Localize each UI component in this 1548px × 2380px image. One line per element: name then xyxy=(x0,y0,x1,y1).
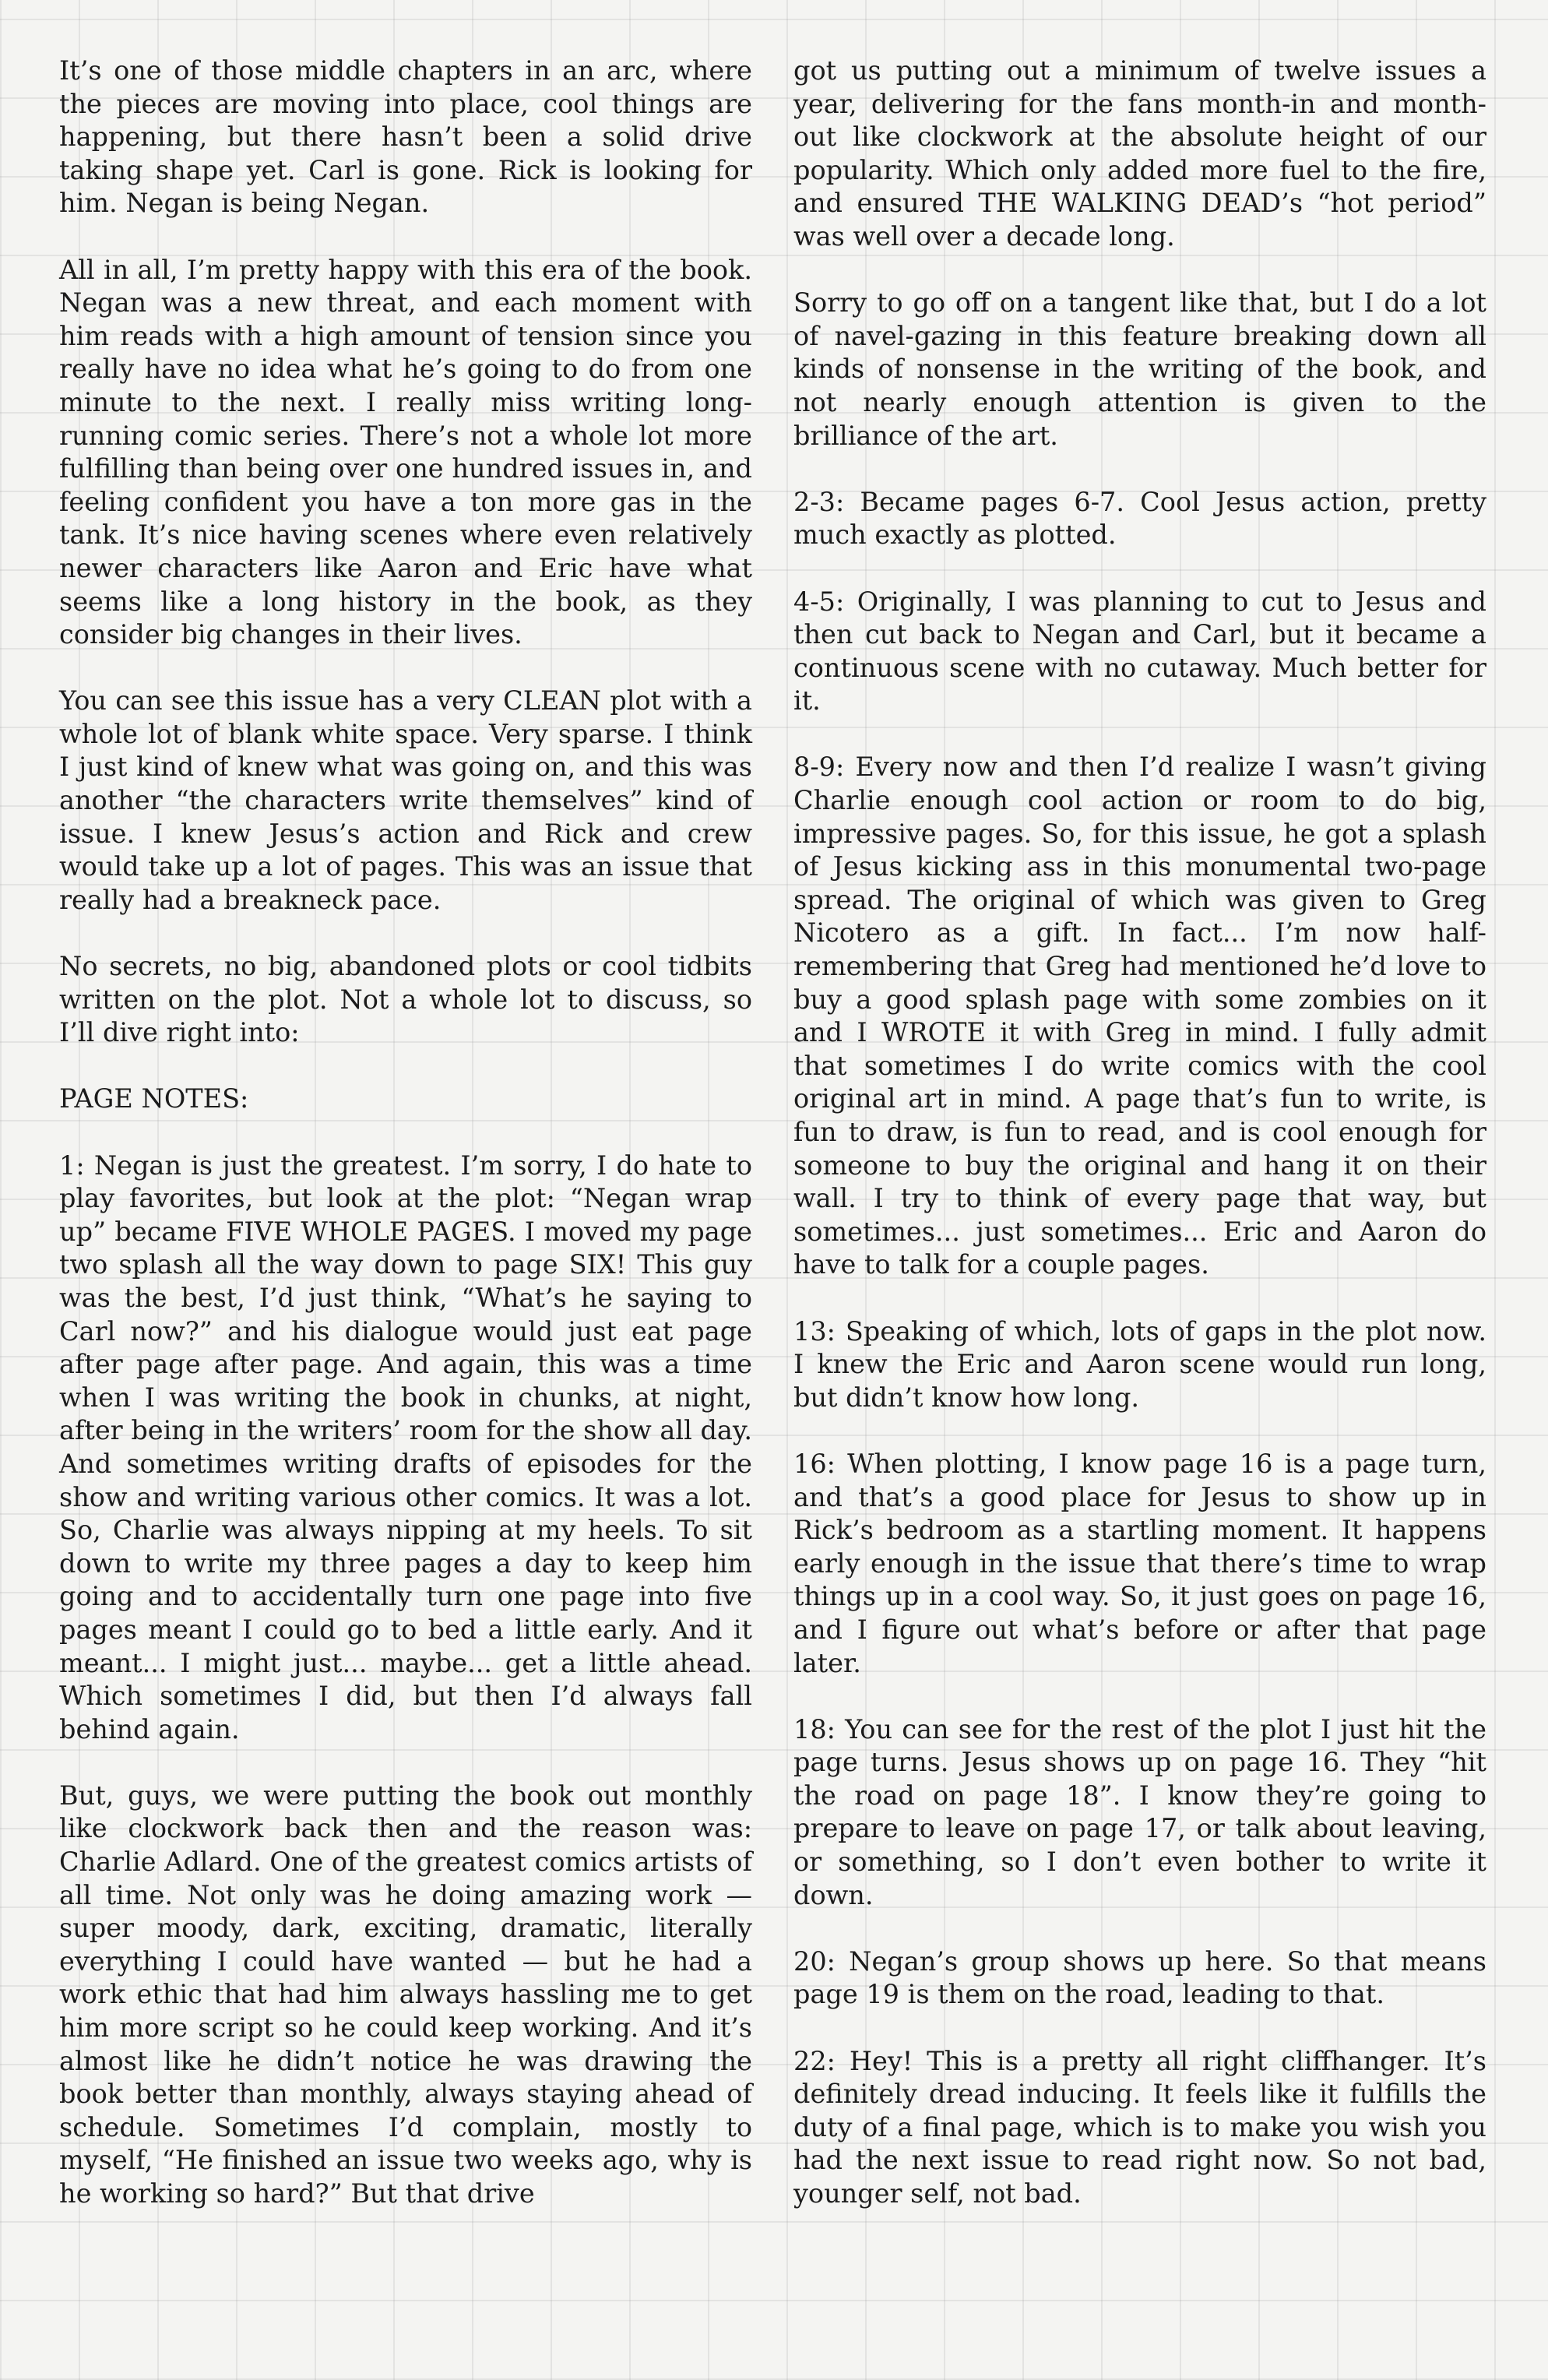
note-page-16: 16: When plotting, I know page 16 is a page turn, and that’s a good place for Jesus to show up in Rick’s bedroom as a startling moment. It happens early enough in the issue that there’s time to wrap things up in a cool way. So, it just goes on page 16, and I figure out what’s before or after that page later. xyxy=(793,1448,1486,1678)
paragraph-intro: It’s one of those middle chapters in an arc, where the pieces are moving into place, cool things are happening, but there hasn’t been a solid drive taking shape yet. Carl is gone. Rick is looking for him. Negan is being Negan. xyxy=(59,55,752,219)
note-page-18: 18: You can see for the rest of the plot I just hit the page turns. Jesus shows up on page 16. They “hit the road on page 18”. I know they’re going to prepare to leave on page 17, or talk about leaving, or something, so I don’t even bother to write it down. xyxy=(793,1713,1486,1910)
paragraph-tangent: Sorry to go off on a tangent like that, but I do a lot of navel-gazing in this feature breaking down all kinds of nonsense in the writing of the book, and not nearly enough attention is given to the brilliance of the art. xyxy=(793,287,1486,451)
left-column xyxy=(59,55,752,2211)
section-heading-page-notes: PAGE NOTES: xyxy=(59,1083,249,1114)
note-page-22: 22: Hey! This is a pretty all right cliffhanger. It’s definitely dread inducing. It feels like it fulfills the duty of a final page, which is to make you wish you had the next issue to read right now. So not bad, younger self, not bad. xyxy=(793,2045,1486,2209)
note-pages-4-5: 4-5: Originally, I was planning to cut to Jesus and then cut back to Negan and Carl, but it became a continuous scene with no cutaway. Much better for it. xyxy=(793,586,1486,716)
paragraph-no-secrets: No secrets, no big, abandoned plots or cool tidbits written on the plot. Not a whole lot to discuss, so I’ll dive right into: xyxy=(59,951,752,1048)
note-pages-8-9: 8-9: Every now and then I’d realize I wasn’t giving Charlie enough cool action or room to do big, impressive pages. So, for this issue, he got a splash of Jesus kicking ass in this monumental two-page spread. The original of which was given to Greg Nicotero as a gift. In fact... I’m now half-remembering that Greg had mentioned he’d love to buy a good splash page with some zombies on it and I WROTE it with Greg in mind. I fully admit that sometimes I do write comics with the cool original art in mind. A page that’s fun to write, is fun to draw, is fun to read, and is cool enough for someone to buy the original and hang it on their wall. I try to think of every page that way, but sometimes... just sometimes... Eric and Aaron do have to talk for a couple pages. xyxy=(793,752,1486,1280)
paragraph-clean-plot: You can see this issue has a very CLEAN plot with a whole lot of blank white space. Very sparse. I think I just kind of knew what was going on, and this was another “the characters write themselves” kind of issue. I knew Jesus’s action and Rick and crew would take up a lot of pages. This was an issue that really had a breakneck pace. xyxy=(59,685,752,915)
paragraph-continuation: got us putting out a minimum of twelve issues a year, delivering for the fans month-in and month-out like clockwork at the absolute height of our popularity. Which only added more fuel to the fire, and ensured THE WALKING DEAD’s “hot period” was well over a decade long. xyxy=(793,55,1486,252)
note-page-13: 13: Speaking of which, lots of gaps in the plot now. I knew the Eric and Aaron scene would run long, but didn’t know how long. xyxy=(793,1315,1486,1413)
note-page-20: 20: Negan’s group shows up here. So that means page 19 is them on the road, leading to that. xyxy=(793,1945,1486,2010)
right-column xyxy=(793,55,1486,2211)
note-page-1: 1: Negan is just the greatest. I’m sorry, I do hate to play favorites, but look at the plot: “Negan wrap up” became FIVE WHOLE PAGES. I moved my page two splash all the way down to page SIX! This guy was the best, I’d just think, “What’s he saying to Carl now?” and his dialogue would just eat page after page after page. And again, this was a time when I was writing the book in chunks, at night, after being in the writers’ room for the show all day. And sometimes writing drafts of episodes for the show and writing various other comics. It was a lot. So, Charlie was always nipping at my heels. To sit down to write my three pages a day to keep him going and to accidentally turn one page into five pages meant I could go to bed a little early. And it meant... I might just... maybe... get a little ahead. Which sometimes I did, but then I’d always fall behind again. xyxy=(59,1150,752,1745)
paragraph-era: All in all, I’m pretty happy with this era of the book. Negan was a new threat, and each moment with him reads with a high amount of tension since you really have no idea what he’s going to do from one minute to the next. I really miss writing long-running comic series. There’s not a whole lot more fulfilling than being over one hundred issues in, and feeling confident you have a ton more gas in the tank. It’s nice having scenes where even relatively newer characters like Aaron and Eric have what seems like a long history in the book, as they consider big changes in their lives. xyxy=(59,254,752,650)
note-pages-2-3: 2-3: Became pages 6-7. Cool Jesus action, pretty much exactly as plotted. xyxy=(793,486,1486,551)
paragraph-charlie-adlard: But, guys, we were putting the book out monthly like clockwork back then and the reason was: Charlie Adlard. One of the greatest comics artists of all time. Not only was he doing amazing work — super moody, dark, exciting, dramatic, literally everything I could have wanted — but he had a work ethic that had him always hassling me to get him more script so he could keep working. And it’s almost like he didn’t notice he was drawing the book better than monthly, always staying ahead of schedule. Sometimes I’d complain, mostly to myself, “He finished an issue two weeks ago, why is he working so hard?” But that drive xyxy=(59,1780,752,2209)
